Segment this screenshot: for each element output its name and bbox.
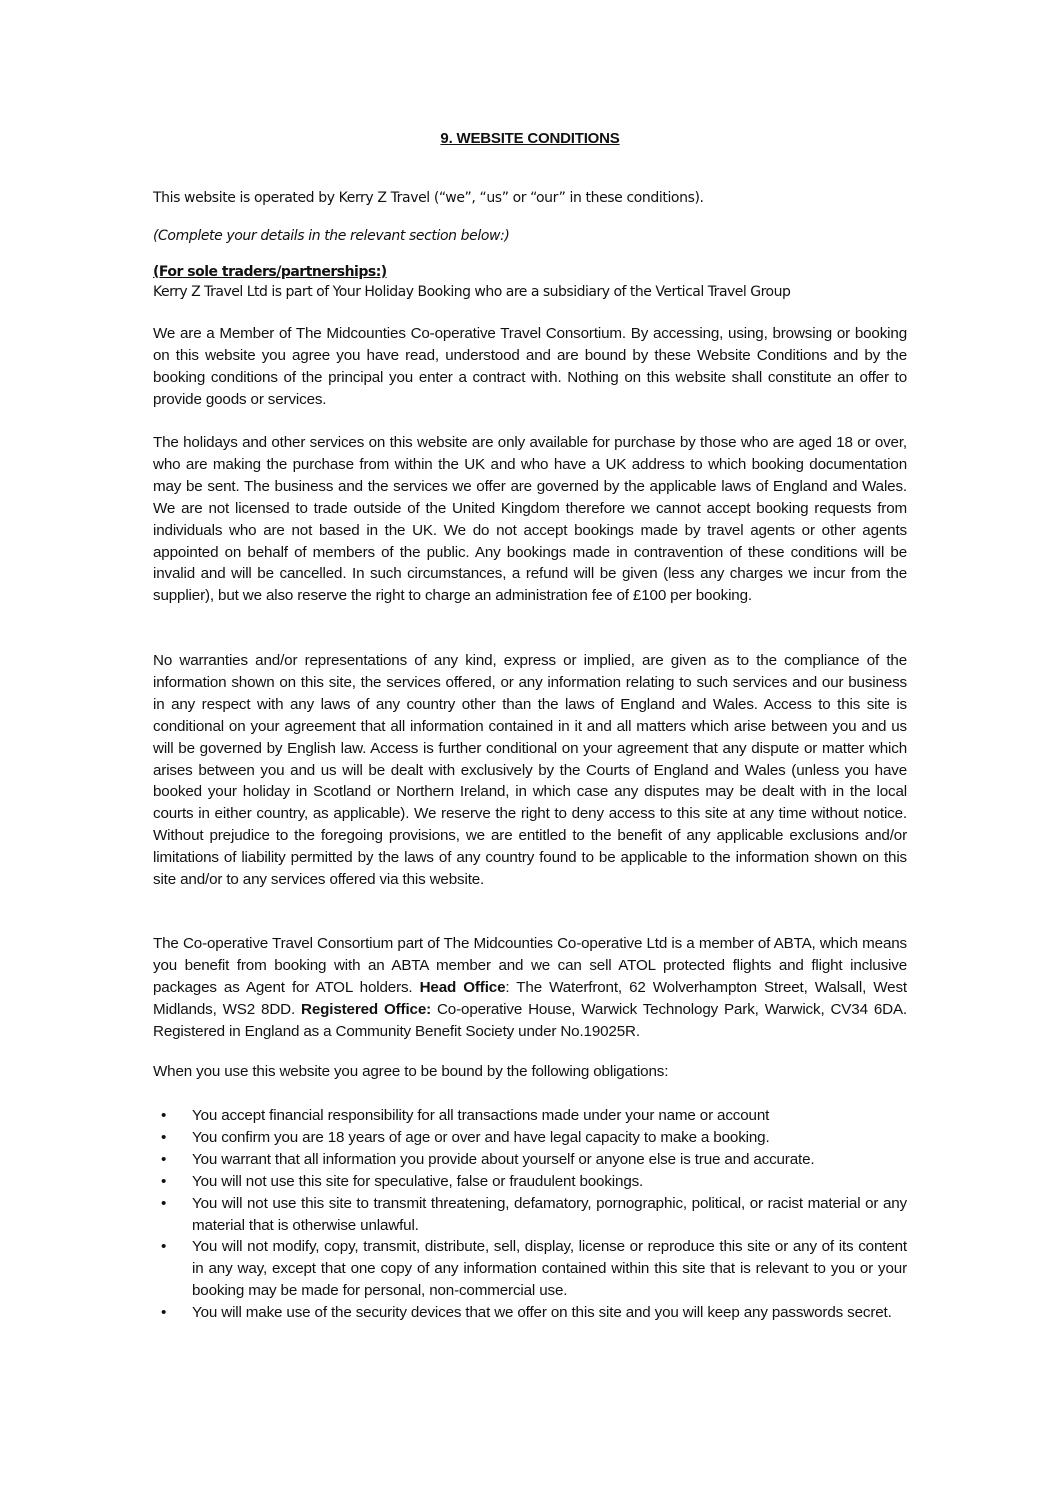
bullet-icon: •	[161, 1172, 167, 1190]
obligation-text: You warrant that all information you provide about yourself or anyone else is true and accurate.	[192, 1150, 815, 1168]
list-item	[153, 1149, 907, 1171]
obligation-text: You confirm you are 18 years of age or over and have legal capacity to make a booking.	[192, 1128, 770, 1146]
intro-text: This website is operated by Kerry Z Travel (“we”, “us” or “our” in these conditions).	[153, 190, 704, 206]
list-item	[153, 1193, 907, 1237]
warranties-paragraph: No warranties and/or representations of any kind, express or implied, are given as to the compliance of the information shown on this site, the services offered, or any information relating to such services and our business in any respect with any laws of any country other than the laws of England and Wales. Access to this site is conditional on your agreement that all information contained in it and all matters which arise between you and us will be governed by English law. Access is further conditional on your agreement that any dispute or matter which arises between you and us will be dealt with exclusively by the Courts of England and Wales (unless you have booked your holiday in Scotland or Northern Ireland, in which case any disputes may be dealt with in the local courts in either country, as applicable). We reserve the right to deny access to this site at any time without notice. Without prejudice to the foregoing provisions, we are entitled to the benefit of any applicable exclusions and/or limitations of liability permitted by the laws of any country found to be applicable to the information shown on this site and/or to any services offered via this website.	[153, 652, 907, 889]
list-item	[153, 1171, 907, 1193]
bullet-icon: •	[161, 1107, 167, 1124]
registered-office-label: Registered Office:	[301, 1000, 432, 1018]
sole-traders-heading: (For sole traders/partnerships:)	[153, 264, 387, 280]
obligation-text: You will not modify, copy, transmit, distribute, sell, display, license or reproduce this site or any of its content in any way, except that one copy of any information contained within this site that is relevant to you or your booking may be made for personal, non-commercial use.	[192, 1238, 907, 1300]
head-office-label: Head Office	[419, 978, 506, 996]
registered-office-address: Co-operative House, Warwick Technology Park, Warwick, CV34 6DA. Registered in England as a Community Benefit Society under No.19025R.	[153, 1000, 907, 1040]
head-office-address: : The Waterfront, 62 Wolverhampton Street, Walsall, West Midlands, WS2 8DD.	[153, 978, 907, 1018]
membership-paragraph: We are a Member of The Midcounties Co-operative Travel Consortium. By accessing, using, browsing or booking on this website you agree you have read, understood and are bound by these Website Conditions and by the booking conditions of the principal you enter a contract with. Nothing on this website shall constitute an offer to provide goods or services.	[153, 325, 907, 408]
bullet-icon: •	[161, 1238, 167, 1256]
list-item	[153, 1105, 907, 1127]
list-item	[153, 1302, 907, 1324]
bullet-icon: •	[161, 1150, 167, 1168]
abta-paragraph	[153, 933, 907, 1043]
obligation-text: You will not use this site for speculative, false or fraudulent bookings.	[192, 1172, 644, 1190]
list-item	[153, 1236, 907, 1302]
obligations-intro: When you use this website you agree to be bound by the following obligations:	[153, 1063, 669, 1080]
obligations-list	[153, 1105, 907, 1324]
obligation-text: You will not use this site to transmit threatening, defamatory, pornographic, political, or racist material or any material that is otherwise unlawful.	[192, 1194, 907, 1234]
obligation-text: You will make use of the security devices that we offer on this site and you will keep any passwords secret.	[192, 1304, 892, 1322]
bullet-icon: •	[161, 1194, 167, 1212]
list-item	[153, 1127, 907, 1149]
abta-text: The Co-operative Travel Consortium part of The Midcounties Co-operative Ltd is a member of ABTA, which means you benefit from booking with an ABTA member and we can sell ATOL protected flights and flight inclusive packages as Agent for ATOL holders.	[153, 935, 907, 996]
page-title: 9. WEBSITE CONDITIONS	[440, 130, 620, 147]
eligibility-paragraph: The holidays and other services on this website are only available for purchase by those who are aged 18 or over, who are making the purchase from within the UK and who have a UK address to which booking documentation may be sent. The business and the services we offer are governed by the applicable laws of England and Wales. We are not licensed to trade outside of the United Kingdom therefore we cannot accept booking requests from individuals who are not based in the UK. We do not accept bookings made by travel agents or other agents appointed on behalf of members of the public. Any bookings made in contravention of these conditions will be invalid and will be cancelled. In such circumstances, a refund will be given (less any charges we incur from the supplier), but we also reserve the right to charge an administration fee of £100 per booking.	[153, 434, 907, 605]
sole-traders-text: Kerry Z Travel Ltd is part of Your Holiday Booking who are a subsidiary of the Vertical Travel Group	[153, 284, 791, 300]
bullet-icon: •	[161, 1128, 167, 1146]
obligation-text: You accept financial responsibility for all transactions made under your name or account	[192, 1107, 770, 1124]
instruction-note: (Complete your details in the relevant section below:)	[153, 228, 510, 244]
bullet-icon: •	[161, 1304, 167, 1322]
